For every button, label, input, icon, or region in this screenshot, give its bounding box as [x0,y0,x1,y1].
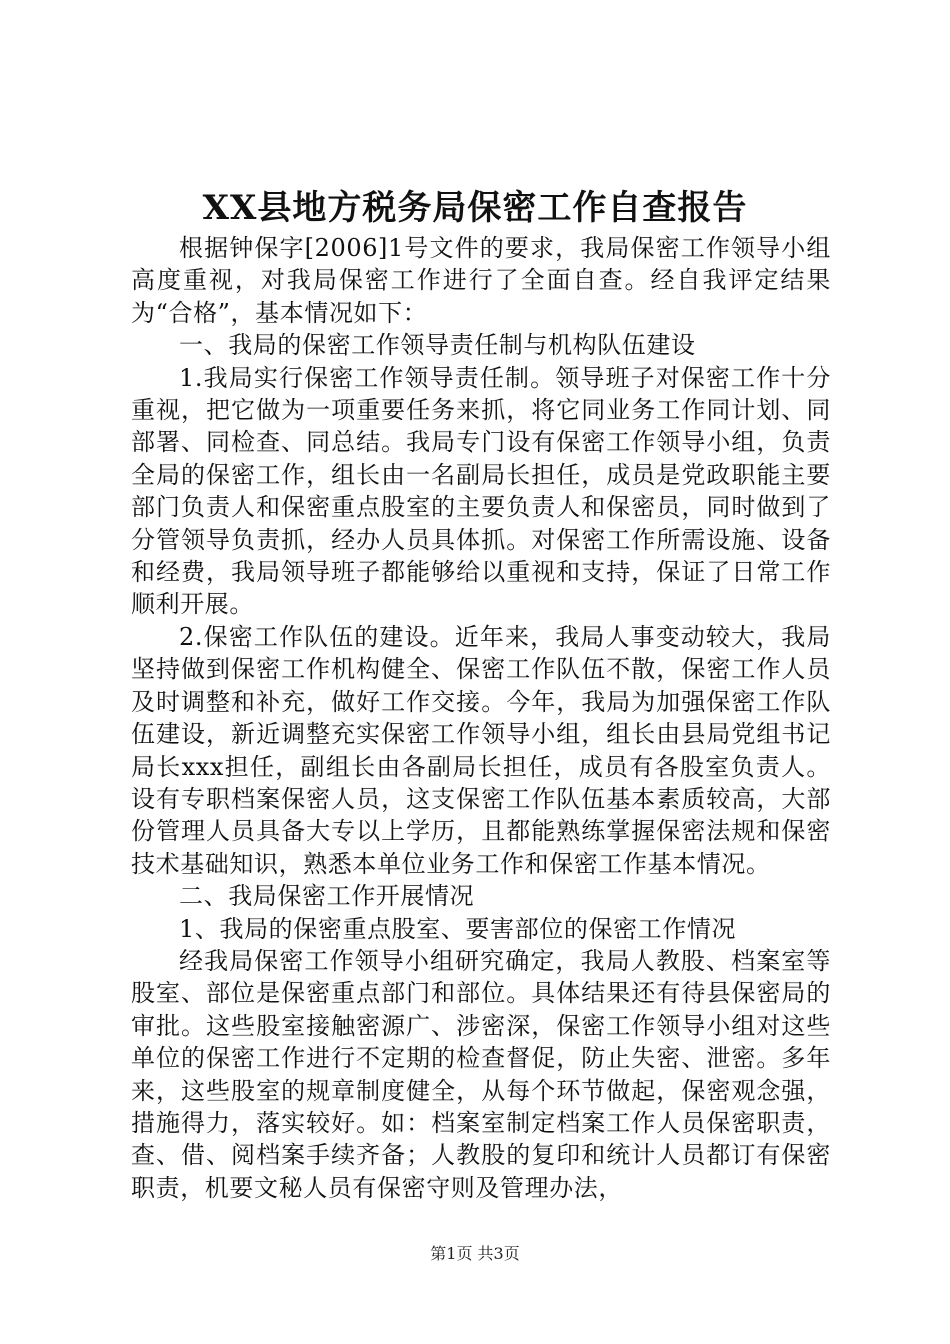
section-heading-2: 二、我局保密工作开展情况 [179,882,475,911]
paragraph-2-1: 经我局保密工作领导小组研究确定，我局人教股、档案室等股室、部位是保密重点部门和部位。具体结果还有待县保密局的审批。这些股室接触密源广、涉密深，保密工作领导小组对这些单位的保密工作进行不定期的检查督促，防止失密、泄密。多年来，这些股室的规章制度健全，从每个环节做起，保密观念强，措施得力，落实较好。如：档案室制定档案工作人员保密职责，查、借、阅档案手续齐备；人教股的复印和统计人员都订有保密职责，机要文秘人员有保密守则及管理办法， [131,946,831,1202]
subsection-heading-2-1: 1、我局的保密重点股室、要害部位的保密工作情况 [179,914,737,943]
paragraph-1-1: 1.我局实行保密工作领导责任制。领导班子对保密工作十分重视，把它做为一项重要任务来抓，将它同业务工作同计划、同部署、同检查、同总结。我局专门设有保密工作领导小组，负责全局的保密工作，组长由一名副局长担任，成员是党政职能主要部门负责人和保密重点股室的主要负责人和保密员，同时做到了分管领导负责抓，经办人员具体抓。对保密工作所需设施、设备和经费，我局领导班子都能够给以重视和支持，保证了日常工作顺利开展。 [131,363,831,619]
document-title: XX县地方税务局保密工作自查报告 [202,188,748,228]
paragraph-intro: 根据钟保字[2006]1号文件的要求，我局保密工作领导小组高度重视，对我局保密工作进行了全面自查。经自我评定结果为“合格”，基本情况如下： [131,234,831,327]
document-body [131,232,831,1204]
page-footer: 第1页 共3页 [430,1244,520,1263]
section-heading-1: 一、我局的保密工作领导责任制与机构队伍建设 [179,331,696,360]
paragraph-1-2: 2.保密工作队伍的建设。近年来，我局人事变动较大，我局坚持做到保密工作机构健全、保密工作队伍不散，保密工作人员及时调整和补充，做好工作交接。今年，我局为加强保密工作队伍建设，新近调整充实保密工作领导小组，组长由县局党组书记局长xxx担任，副组长由各副局长担任，成员有各股室负责人。设有专职档案保密人员，这支保密工作队伍基本素质较高，大部份管理人员具备大专以上学历，且都能熟练掌握保密法规和保密技术基础知识，熟悉本单位业务工作和保密工作基本情况。 [131,622,831,878]
